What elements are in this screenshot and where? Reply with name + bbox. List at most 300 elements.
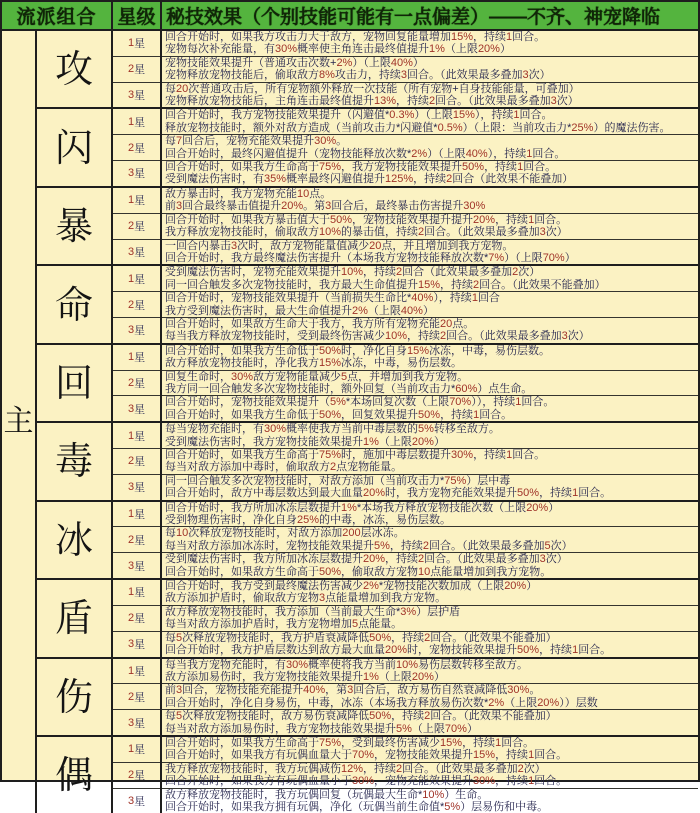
number-token: 3	[561, 330, 568, 343]
effect-column	[162, 502, 698, 578]
number-token: 25%	[297, 514, 320, 527]
text-token: *本场我方释放宠物技能次数（上限	[356, 501, 527, 514]
effect-cell	[162, 396, 698, 421]
text-token: 。	[529, 684, 541, 697]
header-cell-effect: 秘技效果（个别技能可能有一点偏差）——不齐、神宠降临	[166, 7, 661, 28]
effect-line	[165, 383, 698, 395]
text-token: 回合开始时，如果我方生命高于	[165, 736, 319, 749]
effect-line	[165, 109, 698, 121]
number-token: 5	[176, 631, 183, 644]
category-char: 闪	[54, 125, 93, 170]
text-token: ）	[564, 251, 576, 264]
text-token: 星	[134, 116, 146, 129]
number-token: 30%	[352, 775, 375, 788]
effect-line	[165, 409, 698, 421]
text-token: 受到魔法伤害时，有	[165, 173, 264, 186]
effect-cell	[162, 188, 698, 214]
effect-line	[165, 292, 698, 304]
effect-line	[165, 644, 698, 656]
text-token: ，持续	[413, 173, 447, 186]
effect-line	[165, 345, 698, 357]
text-token: 星	[134, 482, 146, 495]
text-token: ，持续	[396, 95, 430, 108]
text-token: 前	[165, 684, 176, 697]
number-token: 1	[528, 749, 535, 762]
number-token: 40%	[465, 147, 488, 160]
text-token: 回合。（此效果不能叠加）	[430, 710, 557, 723]
text-token: 时，净化自身	[341, 344, 408, 357]
star-cell	[113, 710, 160, 735]
text-token: ）层中毒	[466, 474, 511, 487]
text-token: 回合。	[532, 147, 566, 160]
text-token: ）	[526, 580, 538, 593]
text-token: （上限	[444, 43, 478, 56]
star-cell	[113, 449, 160, 475]
number-token: 2%	[488, 696, 505, 709]
text-token: 回合开始时，最终闪避值提升（宠物技能释放次数*	[165, 147, 412, 160]
star-cell	[113, 266, 160, 292]
effect-cell	[162, 632, 698, 657]
number-token: 2	[127, 533, 135, 546]
number-token: 1%	[341, 501, 357, 514]
number-token: 1	[528, 213, 535, 226]
text-token: 释放宠物技能时，额外对敌方造成（当前攻击力*闪避值*	[165, 121, 438, 134]
text-token: 次）	[567, 330, 590, 343]
text-token: 星	[134, 325, 146, 338]
star-cell	[113, 109, 160, 135]
effect-cell	[162, 57, 698, 83]
number-token: 10	[418, 565, 431, 578]
text-token: 次普通攻击后，所有宠物额外释放一次技能（所有宠物+自身技能能量，可叠加）	[188, 82, 580, 95]
effect-line	[165, 330, 698, 342]
text-token: 回合开始时，如果敌方生命大于我方，我方所有宠物充能	[165, 317, 440, 330]
text-token: 星	[134, 168, 146, 181]
text-token: 每当对敌方添加护盾时，我方宠物增加	[165, 618, 352, 631]
text-token: ）	[422, 304, 434, 317]
text-token: ），持续	[474, 109, 514, 122]
header-cell-school-combo: 流派组合	[2, 2, 113, 29]
text-token: 我方释放宠物技能时，我方玩偶减伤	[165, 762, 341, 775]
star-cell	[113, 31, 160, 57]
number-token: 50%	[319, 344, 342, 357]
number-token: 3	[347, 684, 354, 697]
text-token: ，持续	[407, 330, 441, 343]
effect-line	[165, 540, 698, 552]
text-token: 层冰冻。	[360, 527, 405, 540]
text-token: 回合开始时，宠物技能效果提升（当前损失生命比*	[165, 292, 412, 305]
table-header-row	[2, 2, 698, 31]
effect-line	[165, 527, 698, 539]
effect-column	[162, 737, 698, 813]
number-token: 3	[127, 167, 135, 180]
star-cell	[113, 292, 160, 318]
text-token: 星	[134, 534, 146, 547]
number-token: 2	[418, 226, 425, 239]
effect-cell	[162, 292, 698, 318]
text-token: 受到魔法伤害时，我方宠物技能效果提升	[165, 435, 363, 448]
number-token: 3	[127, 324, 135, 337]
text-token: 点能量增加到我方宠物。	[325, 592, 447, 605]
number-token: 70%	[449, 396, 472, 409]
number-token: 1	[127, 115, 135, 128]
number-token: 12%	[341, 762, 364, 775]
text-token: 星	[134, 560, 146, 573]
number-token: 1	[127, 272, 135, 285]
text-token: 回合。	[512, 449, 546, 461]
number-token: 1	[471, 292, 478, 305]
effect-cell	[162, 737, 698, 763]
text-token: 冰冻，中毒，易伤层数。	[429, 344, 551, 357]
category-block-偶	[37, 737, 698, 813]
text-token: ）	[433, 670, 445, 683]
effect-line	[165, 214, 698, 226]
category-char-cell	[37, 502, 113, 578]
text-token: 每	[165, 631, 176, 644]
number-token: 15%	[473, 749, 496, 762]
text-token: 回合。	[578, 487, 612, 500]
number-token: 5	[544, 539, 551, 552]
effect-cell	[162, 214, 698, 240]
text-token: ，偷取敌方宠物	[341, 565, 419, 578]
text-token: 次时，敌方宠物能量值减少	[237, 239, 370, 252]
text-token: 点宠物能量。	[336, 461, 403, 474]
category-char-cell	[37, 659, 113, 735]
text-token: 受到魔法伤害时，我方所加冰冻层数提升	[165, 553, 363, 566]
category-char-cell	[37, 188, 113, 264]
category-char: 伤	[54, 674, 93, 719]
text-token: 。第	[303, 200, 326, 213]
text-token: ，第	[325, 684, 348, 697]
effect-line	[165, 318, 698, 330]
star-cell	[113, 527, 160, 553]
number-token: 1	[127, 37, 135, 50]
table-body	[2, 31, 698, 813]
text-token: 回合后，敌方易伤自然衰减降低	[353, 684, 508, 697]
category-char: 暴	[54, 204, 93, 249]
star-cell	[113, 371, 160, 397]
number-token: 20%	[281, 200, 304, 213]
text-token: ，持续	[391, 710, 425, 723]
number-token: 3	[325, 200, 332, 213]
number-token: 5%	[444, 800, 461, 813]
effect-column	[162, 188, 698, 264]
number-token: 2%	[363, 580, 379, 593]
text-token: 宠物每次补充能量，有	[165, 43, 275, 56]
main-role-column	[2, 31, 37, 813]
number-token: 1	[517, 161, 524, 174]
text-token: 时，我方宠物充能效果提升	[385, 487, 518, 500]
text-token: 回合。	[521, 396, 555, 409]
text-token: 敌方释放宠物技能时，我方添加（当前最大生命*	[165, 605, 401, 618]
number-token: 20%	[537, 696, 560, 709]
text-token: 敌方释放宠物技能时，我方玩偶回复（玩偶最大生命*	[165, 788, 423, 801]
number-token: 2	[512, 266, 519, 279]
effect-line	[165, 475, 698, 487]
number-token: 40%	[303, 684, 326, 697]
category-block-冰	[37, 502, 698, 580]
number-token: 20%	[504, 580, 527, 593]
text-token: 回合。（此效果最多叠加	[407, 69, 523, 82]
category-block-毒	[37, 423, 698, 501]
number-token: 1	[528, 775, 535, 788]
text-token: ，持续	[440, 278, 474, 291]
text-token: 回合开始时，如果我方拥有玩偶，净化（玩偶当前生命值*	[165, 800, 445, 813]
star-cell	[113, 553, 160, 578]
number-token: 50%	[517, 487, 540, 500]
number-token: 10	[297, 187, 310, 200]
effect-cell	[162, 789, 698, 813]
text-token: 次释放宠物技能时，敌方易伤衰减降低	[182, 710, 370, 723]
star-cell	[113, 606, 160, 632]
number-token: 50%	[330, 213, 353, 226]
text-token: 敌方释放宠物技能时，净化我方	[165, 357, 319, 370]
text-token: 回合。	[534, 213, 568, 226]
category-block-暴	[37, 188, 698, 266]
text-token: ，持续	[391, 631, 425, 644]
number-token: 75%	[444, 474, 467, 487]
effect-cell	[162, 345, 698, 371]
text-token: 回合。（此效果最多叠加	[435, 95, 551, 108]
number-token: 1	[127, 194, 135, 207]
text-token: 回合开始时，净化自身易伤，中毒，冰冻（本场我方释放易伤次数*	[165, 696, 489, 709]
number-token: 20%	[411, 670, 434, 683]
number-token: 5%	[396, 722, 412, 735]
number-token: 35%	[264, 173, 287, 186]
category-char-cell	[37, 580, 113, 656]
effect-cell	[162, 318, 698, 343]
effect-line	[165, 723, 698, 735]
number-token: 20%	[477, 43, 500, 56]
effect-line	[165, 763, 698, 775]
number-token: 2	[396, 762, 403, 775]
number-token: 2	[127, 376, 135, 389]
text-token: 每当我方释放宠物技能时，受到最终伤害减少	[165, 330, 385, 343]
star-level-column	[113, 423, 162, 499]
text-token: 敌方宠物能量减少	[253, 370, 342, 383]
star-cell	[113, 423, 160, 449]
number-token: 40%	[400, 304, 423, 317]
text-token: 星	[134, 744, 146, 757]
effect-line	[165, 69, 698, 81]
star-cell	[113, 632, 160, 657]
number-token: 7	[176, 135, 183, 148]
text-token: ，持续	[484, 161, 518, 174]
number-token: 3	[176, 684, 183, 697]
effect-cell	[162, 449, 698, 475]
number-token: 50%	[369, 710, 392, 723]
effect-line	[165, 710, 698, 722]
text-token: 每当宠物充能时，有	[165, 423, 264, 436]
text-token: 冰冻，中毒，易伤层数。	[341, 357, 463, 370]
category-block-闪	[37, 109, 698, 187]
effect-line	[165, 659, 698, 671]
number-token: 1	[506, 31, 513, 43]
number-token: 2	[127, 690, 135, 703]
number-token: 5	[352, 618, 359, 631]
star-level-column	[113, 345, 162, 421]
number-token: 75%	[319, 736, 342, 749]
star-cell	[113, 396, 160, 421]
text-token: 回合开始时，敌方中毒层数达到最大血量	[165, 487, 363, 500]
text-token: 时，施加中毒层数提升	[341, 449, 452, 461]
text-token: 点。	[452, 317, 475, 330]
number-token: 30%	[275, 43, 298, 56]
number-token: 2	[127, 769, 135, 782]
text-token: 次）	[545, 226, 568, 239]
text-token: 受到物理伤害时，净化自身	[165, 514, 297, 527]
effect-line	[165, 252, 698, 264]
number-token: 3	[550, 95, 557, 108]
text-token: 受到魔法伤害时，宠物充能效果提升	[165, 266, 341, 279]
number-token: 2	[446, 173, 453, 186]
number-token: 20%	[411, 435, 434, 448]
text-token: 每	[165, 710, 176, 723]
effect-column	[162, 659, 698, 735]
number-token: 2	[424, 631, 431, 644]
text-token: 回合，宠物技能充能提升	[182, 684, 304, 697]
text-token: ），持续	[487, 147, 527, 160]
number-token: 3	[127, 559, 135, 572]
effect-line	[165, 200, 698, 212]
star-cell	[113, 318, 160, 343]
effect-column	[162, 423, 698, 499]
star-cell	[113, 161, 160, 186]
number-token: 0.5%	[437, 121, 463, 134]
effect-line	[165, 423, 698, 435]
number-token: 70%	[542, 251, 565, 264]
number-token: 2	[127, 612, 135, 625]
text-token: ）	[433, 435, 445, 448]
category-block-命	[37, 266, 698, 344]
effect-line	[165, 305, 698, 317]
number-token: 75%	[319, 449, 342, 461]
number-token: 5%	[374, 539, 390, 552]
number-token: 30%	[473, 775, 496, 788]
text-token: 星	[134, 456, 146, 469]
text-token: 回合。（此效果最多叠加	[402, 762, 518, 775]
number-token: 1%	[363, 435, 379, 448]
number-token: 15%	[451, 31, 474, 43]
text-token: 回合开始时，我方所加冰冻层数提升	[165, 501, 341, 514]
effect-cell	[162, 371, 698, 397]
text-token: ，持续	[363, 762, 397, 775]
number-token: 40%	[390, 56, 413, 69]
effect-line	[165, 514, 698, 526]
text-token: 回复生命时，	[165, 370, 231, 383]
number-token: 50%	[462, 161, 485, 174]
category-char: 偶	[54, 753, 93, 798]
effect-column	[162, 31, 698, 107]
text-token: 回合后，宠物充能效果提升	[182, 135, 315, 148]
effect-line	[165, 173, 698, 185]
effect-column	[162, 266, 698, 342]
number-token: 20%	[363, 553, 386, 566]
number-token: 10%	[341, 266, 364, 279]
text-token: 回合。（此效果最多叠加	[446, 330, 562, 343]
text-token: 星	[134, 142, 146, 155]
text-token: 点，并增加到我方宠物。	[347, 370, 469, 383]
number-token: 30%	[451, 449, 474, 461]
text-token: 回合。	[523, 161, 557, 174]
effect-line	[165, 226, 698, 238]
effect-line	[165, 618, 698, 630]
text-token: 星	[134, 273, 146, 286]
text-token: （上限	[411, 722, 445, 735]
star-level-column	[113, 737, 162, 813]
number-token: 3	[127, 481, 135, 494]
effect-line	[165, 697, 698, 709]
star-cell	[113, 240, 160, 265]
category-char-cell	[37, 31, 113, 107]
text-token: 回合。（此效果不能叠加）	[479, 278, 606, 291]
number-token: 3%	[400, 605, 417, 618]
text-token: 宠物释放宠物技能后，主角连击最终值提升	[165, 95, 374, 108]
effect-line	[165, 487, 698, 499]
number-token: 1	[513, 109, 520, 122]
number-token: 50%	[369, 631, 392, 644]
effect-cell	[162, 266, 698, 292]
number-token: 30%	[231, 370, 254, 383]
text-token: 星	[134, 665, 146, 678]
effect-line	[165, 775, 698, 787]
number-token: 2	[396, 266, 403, 279]
text-token: ，持续	[389, 539, 423, 552]
category-block-盾	[37, 580, 698, 658]
text-token: 敌方暴击时，我方宠物充能	[165, 187, 297, 200]
number-token: 13%	[374, 95, 397, 108]
text-token: ，持续	[539, 644, 573, 657]
number-token: 1	[572, 644, 579, 657]
text-token: ）	[548, 501, 560, 514]
number-token: 1%	[429, 43, 445, 56]
text-token: 星	[134, 795, 146, 808]
text-token: 回合	[477, 292, 500, 305]
text-token: 回合开始时，宠物技能效果提升（	[165, 396, 330, 409]
effect-cell	[162, 161, 698, 186]
effect-line	[165, 43, 698, 55]
effect-line	[165, 371, 698, 383]
text-token: ））层数	[559, 696, 598, 709]
text-token: ，持续	[473, 31, 507, 43]
effect-cell	[162, 475, 698, 500]
text-token: 易伤层数转移至敌方。	[418, 658, 529, 671]
text-token: 一回合内暴击	[165, 239, 231, 252]
text-token: 我方同一回合触发多次宠物技能时，额外回复（当前攻击力*	[165, 382, 456, 395]
text-token: 次释放宠物技能时，我方护盾衰减降低	[182, 631, 370, 644]
text-token: 回合。（此效果不能叠加）	[430, 631, 557, 644]
effect-cell	[162, 31, 698, 57]
category-char: 冰	[54, 517, 93, 562]
number-token: 2	[517, 762, 524, 775]
effect-line	[165, 449, 698, 461]
effect-cell	[162, 527, 698, 553]
star-cell	[113, 502, 160, 528]
text-token: 次释放宠物技能时，对敌方添加	[188, 527, 343, 540]
text-token: 回合。	[512, 31, 546, 43]
text-token: 每当我方宠物充能时，有	[165, 658, 286, 671]
number-token: 2	[418, 553, 425, 566]
text-token: 攻击力，持续	[334, 69, 401, 82]
effect-line	[165, 240, 698, 252]
text-token: ，宠物技能效果提升	[374, 749, 474, 762]
number-token: 7%	[488, 251, 505, 264]
category-block-伤	[37, 659, 698, 737]
text-token: ）	[412, 56, 424, 69]
effect-line	[165, 161, 698, 173]
text-token: ，持续	[473, 449, 507, 461]
text-token: （上限	[378, 435, 412, 448]
text-token: 回合开始时，如果我方生命低于	[165, 408, 319, 421]
